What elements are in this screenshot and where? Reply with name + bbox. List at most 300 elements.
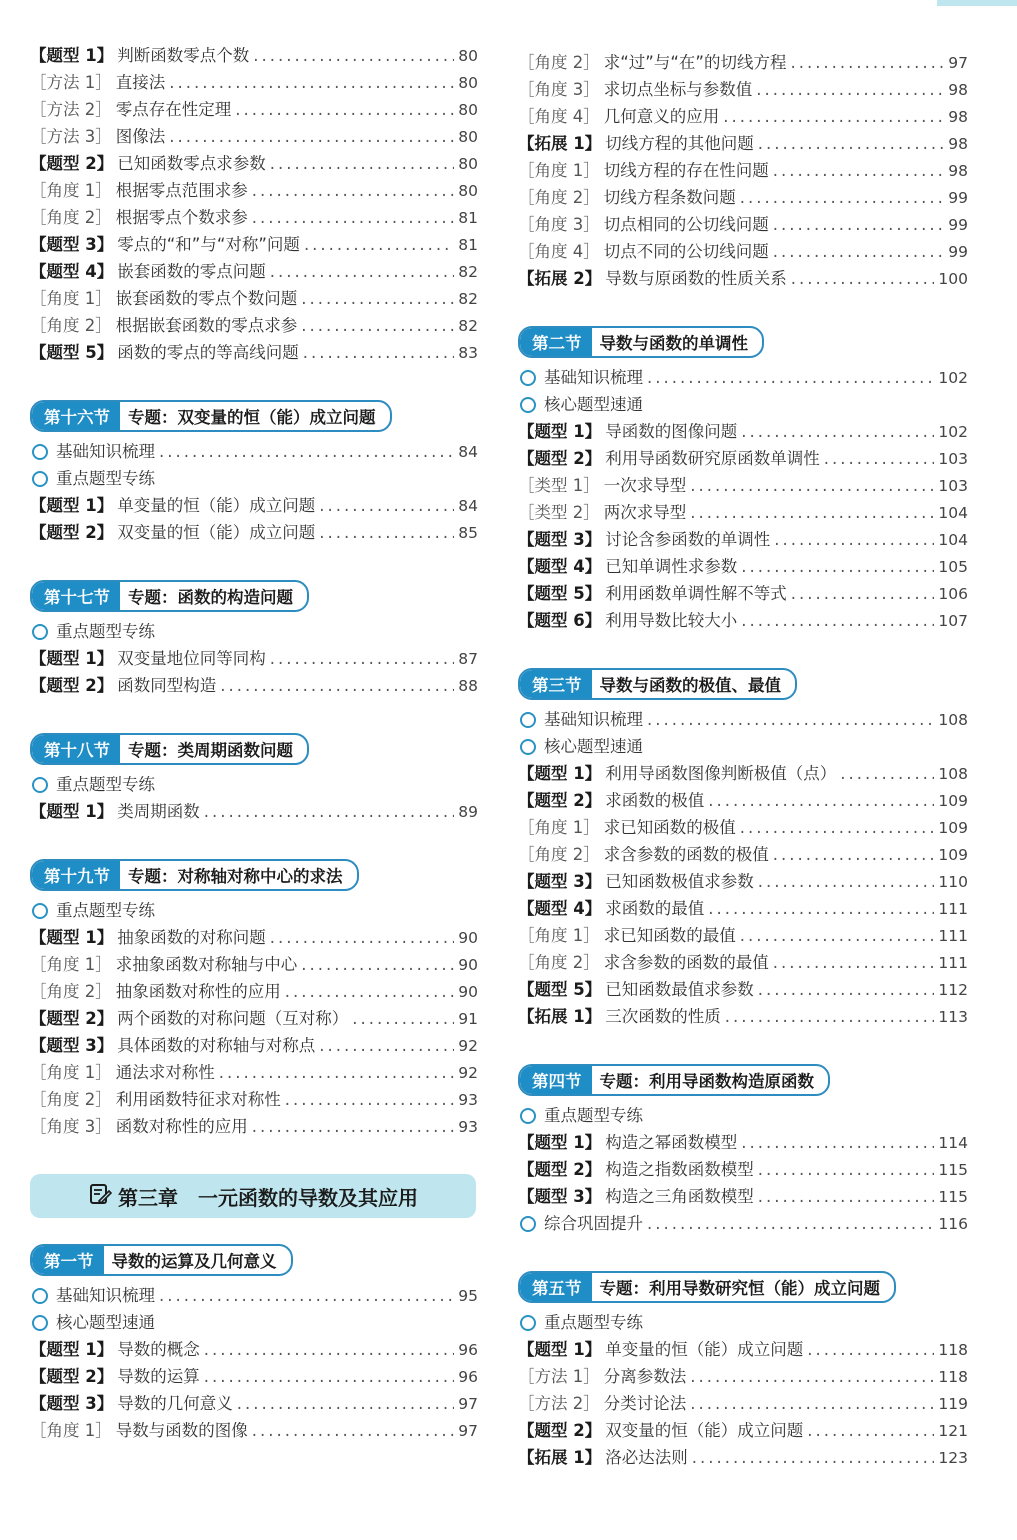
toc-entry[interactable] — [30, 798, 478, 825]
dot-leader — [790, 53, 944, 72]
toc-subsection[interactable] — [30, 465, 478, 492]
toc-entry[interactable] — [30, 69, 478, 96]
dot-leader — [725, 1007, 935, 1026]
circle-bullet-icon — [520, 1216, 536, 1232]
entry-title: 函数的零点的等高线问题 — [117, 343, 299, 362]
entry-title: 洛必达法则 — [605, 1448, 688, 1467]
page-number: 98 — [948, 81, 968, 99]
dot-leader — [303, 343, 455, 362]
page-number: 112 — [938, 981, 968, 999]
toc-entry[interactable] — [518, 787, 968, 814]
entry-label: 【拓展 1】 — [518, 134, 602, 153]
toc-entry[interactable] — [30, 1086, 478, 1113]
toc-entry[interactable] — [30, 204, 478, 231]
toc-entry[interactable] — [30, 96, 478, 123]
page-number: 89 — [458, 803, 478, 821]
entry-label: ［角度 1］ — [30, 181, 112, 200]
entry-label: ［角度 1］ — [30, 1063, 112, 1082]
section-header[interactable] — [518, 326, 764, 358]
entry-label: 【题型 1】 — [30, 928, 114, 947]
section-header[interactable] — [30, 400, 392, 432]
dot-leader — [741, 611, 934, 630]
toc-entry[interactable] — [518, 1336, 968, 1363]
dot-leader — [741, 557, 934, 576]
page-number: 119 — [938, 1395, 968, 1413]
circle-bullet-icon — [32, 471, 48, 487]
page-number: 96 — [458, 1368, 478, 1386]
dot-leader — [690, 476, 934, 495]
toc-entry[interactable] — [518, 580, 968, 607]
toc-entry[interactable] — [518, 76, 968, 103]
toc-entry[interactable] — [518, 418, 968, 445]
entry-title: 构造之三角函数模型 — [605, 1187, 754, 1206]
toc-subsection[interactable] — [30, 1282, 478, 1309]
entry-label: 【题型 2】 — [30, 676, 114, 695]
toc-entry[interactable] — [30, 492, 478, 519]
circle-bullet-icon — [520, 370, 536, 386]
entry-label: 【拓展 1】 — [518, 1448, 602, 1467]
section-number: 第三节 — [520, 670, 592, 698]
page-number: 83 — [458, 344, 478, 362]
page-number: 118 — [938, 1341, 968, 1359]
circle-bullet-icon — [32, 903, 48, 919]
subsection-title: 基础知识梳理 — [544, 368, 643, 387]
dot-leader — [690, 1367, 934, 1386]
page-number: 93 — [458, 1118, 478, 1136]
entry-title: 切点相同的公切线问题 — [603, 215, 769, 234]
toc-subsection[interactable] — [30, 618, 478, 645]
entry-title: 求抽象函数对称轴与中心 — [115, 955, 298, 974]
section-number: 第一节 — [32, 1246, 104, 1274]
entry-label: 【题型 2】 — [30, 1009, 114, 1028]
entry-label: 【题型 1】 — [30, 1340, 114, 1359]
page-number: 95 — [458, 1287, 478, 1305]
toc-entry[interactable] — [518, 895, 968, 922]
toc-entry[interactable] — [30, 645, 478, 672]
toc-entry[interactable] — [30, 1113, 478, 1140]
toc-entry[interactable] — [30, 177, 478, 204]
toc-entry[interactable] — [30, 1390, 478, 1417]
entry-label: 【题型 1】 — [30, 46, 114, 65]
dot-leader — [304, 235, 454, 254]
toc-subsection[interactable] — [30, 897, 478, 924]
toc-entry[interactable] — [30, 258, 478, 285]
entry-title: 具体函数的对称轴与对称点 — [117, 1036, 316, 1055]
page-number: 102 — [938, 423, 968, 441]
toc-subsection[interactable] — [518, 1102, 968, 1129]
chapter-title: 第三章 一元函数的导数及其应用 — [118, 1185, 418, 1210]
entry-title: 利用函数单调性解不等式 — [605, 584, 787, 603]
toc-subsection[interactable] — [518, 364, 968, 391]
subsection-title: 重点题型专练 — [56, 775, 155, 794]
dot-leader — [253, 46, 454, 65]
dot-leader — [301, 316, 454, 335]
dot-leader — [741, 1133, 934, 1152]
toc-subsection[interactable] — [518, 391, 968, 418]
page-number: 118 — [938, 1368, 968, 1386]
entry-title: 已知单调性求参数 — [605, 557, 738, 576]
dot-leader — [740, 818, 935, 837]
section-number: 第十八节 — [32, 735, 120, 763]
page-number: 99 — [948, 216, 968, 234]
entry-title: 导函数的图像问题 — [605, 422, 738, 441]
entry-title: 求函数的极值 — [605, 791, 705, 810]
toc-entry[interactable] — [518, 49, 968, 76]
entry-label: ［角度 1］ — [30, 1421, 112, 1440]
entry-title: 单变量的恒（能）成立问题 — [605, 1340, 804, 1359]
section-title: 专题：利用导函数构造原函数 — [599, 1072, 814, 1091]
page-number: 115 — [938, 1188, 968, 1206]
section-title: 导数与函数的单调性 — [599, 334, 748, 353]
entry-label: 【题型 1】 — [30, 496, 114, 515]
entry-label: 【题型 3】 — [30, 1394, 114, 1413]
dot-leader — [758, 872, 935, 891]
subsection-title: 重点题型专练 — [56, 469, 155, 488]
section-title: 专题：函数的构造问题 — [128, 588, 293, 607]
entry-title: 切线方程的存在性问题 — [603, 161, 769, 180]
entry-title: 类周期函数 — [117, 802, 200, 821]
page-number: 106 — [938, 585, 968, 603]
toc-entry[interactable] — [518, 949, 968, 976]
toc-right-column — [518, 49, 968, 1471]
page-number: 80 — [458, 47, 478, 65]
dot-leader — [758, 1187, 935, 1206]
subsection-title: 核心题型速通 — [544, 737, 643, 756]
entry-label: ［角度 1］ — [518, 818, 600, 837]
dot-leader — [252, 208, 455, 227]
toc-subsection[interactable] — [30, 1309, 478, 1336]
dot-leader — [220, 676, 454, 695]
toc-entry[interactable] — [30, 150, 478, 177]
chapter-header[interactable] — [30, 1174, 476, 1218]
entry-label: ［角度 3］ — [30, 1117, 112, 1136]
entry-title: 零点的“和”与“对称”问题 — [117, 235, 300, 254]
entry-title: 判断函数零点个数 — [117, 46, 250, 65]
page-number: 91 — [458, 1010, 478, 1028]
entry-label: 【题型 2】 — [30, 154, 114, 173]
toc-entry[interactable] — [30, 42, 478, 69]
toc-entry[interactable] — [30, 312, 478, 339]
entry-title: 利用导函数图像判断极值（点） — [605, 764, 837, 783]
subsection-title: 基础知识梳理 — [56, 1286, 155, 1305]
circle-bullet-icon — [32, 624, 48, 640]
page-number: 96 — [458, 1341, 478, 1359]
toc-entry[interactable] — [518, 1444, 968, 1471]
page-number: 97 — [948, 54, 968, 72]
page-number: 81 — [458, 209, 478, 227]
entry-title: 利用导函数研究原函数单调性 — [605, 449, 820, 468]
dot-leader — [647, 710, 934, 729]
entry-label: 【题型 3】 — [518, 530, 602, 549]
toc-entry[interactable] — [30, 339, 478, 366]
entry-title: 求切点坐标与参数值 — [603, 80, 753, 99]
toc-entry[interactable] — [518, 265, 968, 292]
section-header[interactable] — [30, 859, 359, 891]
dot-leader — [301, 289, 454, 308]
page-number: 108 — [938, 711, 968, 729]
page-number: 87 — [458, 650, 478, 668]
dot-leader — [204, 802, 455, 821]
entry-title: 求含参数的函数的最值 — [603, 953, 769, 972]
toc-entry[interactable] — [30, 951, 478, 978]
edit-note-icon — [88, 1182, 112, 1211]
entry-label: 【题型 3】 — [518, 1187, 602, 1206]
page-number: 103 — [938, 450, 968, 468]
toc-entry[interactable] — [518, 814, 968, 841]
toc-entry[interactable] — [30, 924, 478, 951]
dot-leader — [740, 188, 945, 207]
page-number: 98 — [948, 135, 968, 153]
entry-title: 求已知函数的最值 — [603, 926, 736, 945]
entry-label: 【题型 3】 — [518, 872, 602, 891]
section-header[interactable] — [30, 1244, 293, 1276]
toc-entry[interactable] — [518, 211, 968, 238]
entry-title: 双变量的恒（能）成立问题 — [117, 523, 316, 542]
page-number: 93 — [458, 1091, 478, 1109]
page-number: 97 — [458, 1422, 478, 1440]
entry-label: 【拓展 2】 — [518, 269, 602, 288]
page-number: 80 — [458, 155, 478, 173]
dot-leader — [773, 215, 945, 234]
entry-title: 已知函数极值求参数 — [605, 872, 754, 891]
toc-subsection[interactable] — [518, 1309, 968, 1336]
dot-leader — [204, 1340, 455, 1359]
toc-entry[interactable] — [518, 472, 968, 499]
subsection-title: 核心题型速通 — [544, 395, 643, 414]
toc-entry[interactable] — [30, 978, 478, 1005]
page-number: 114 — [938, 1134, 968, 1152]
dot-leader — [159, 442, 454, 461]
dot-leader — [301, 955, 454, 974]
entry-label: 【题型 2】 — [518, 1160, 602, 1179]
toc-entry[interactable] — [30, 285, 478, 312]
toc-entry[interactable] — [30, 1336, 478, 1363]
entry-title: 切线方程的其他问题 — [605, 134, 754, 153]
toc-entry[interactable] — [518, 130, 968, 157]
toc-subsection[interactable] — [518, 706, 968, 733]
toc-entry[interactable] — [518, 1417, 968, 1444]
toc-entry[interactable] — [30, 1032, 478, 1059]
toc-entry[interactable] — [518, 157, 968, 184]
toc-entry[interactable] — [518, 976, 968, 1003]
subsection-title: 基础知识梳理 — [544, 710, 643, 729]
entry-label: 【题型 5】 — [30, 343, 114, 362]
dot-leader — [352, 1009, 454, 1028]
section-header[interactable] — [518, 1064, 830, 1096]
toc-subsection[interactable] — [30, 438, 478, 465]
page-number: 98 — [948, 108, 968, 126]
entry-label: 【题型 3】 — [30, 235, 114, 254]
toc-entry[interactable] — [518, 526, 968, 553]
entry-label: ［角度 2］ — [518, 53, 600, 72]
page-number: 80 — [458, 128, 478, 146]
section-title: 专题：双变量的恒（能）成立问题 — [128, 408, 376, 427]
dot-leader — [723, 107, 944, 126]
page-number: 80 — [458, 101, 478, 119]
page-number: 80 — [458, 74, 478, 92]
toc-entry[interactable] — [518, 103, 968, 130]
entry-title: 双变量的恒（能）成立问题 — [605, 1421, 804, 1440]
toc-entry[interactable] — [518, 553, 968, 580]
subsection-title: 综合巩固提升 — [544, 1214, 643, 1233]
subsection-title: 重点题型专练 — [544, 1106, 643, 1125]
dot-leader — [791, 269, 935, 288]
entry-title: 求含参数的函数的极值 — [603, 845, 769, 864]
dot-leader — [647, 1214, 934, 1233]
dot-leader — [690, 503, 934, 522]
toc-subsection[interactable] — [30, 771, 478, 798]
page-number: 111 — [938, 954, 968, 972]
entry-title: 几何意义的应用 — [603, 107, 720, 126]
dot-leader — [647, 368, 934, 387]
entry-title: 图像法 — [115, 127, 166, 146]
dot-leader — [692, 1448, 935, 1467]
toc-entry[interactable] — [30, 672, 478, 699]
dot-leader — [791, 584, 935, 603]
dot-leader — [773, 242, 945, 261]
entry-label: 【拓展 1】 — [518, 1007, 602, 1026]
toc-entry[interactable] — [518, 238, 968, 265]
dot-leader — [159, 1286, 454, 1305]
toc-entry[interactable] — [30, 1417, 478, 1444]
circle-bullet-icon — [520, 712, 536, 728]
entry-label: 【题型 1】 — [518, 1340, 602, 1359]
dot-leader — [774, 530, 934, 549]
page-number: 103 — [938, 477, 968, 495]
toc-entry[interactable] — [518, 445, 968, 472]
section-header[interactable] — [30, 733, 309, 765]
entry-label: ［方法 1］ — [518, 1367, 600, 1386]
toc-subsection[interactable] — [518, 1210, 968, 1237]
page-number: 98 — [948, 162, 968, 180]
top-accent-bar — [937, 0, 1017, 6]
entry-label: 【题型 2】 — [518, 791, 602, 810]
page-number: 82 — [458, 317, 478, 335]
entry-title: 求函数的最值 — [605, 899, 705, 918]
dot-leader — [270, 154, 455, 173]
toc-entry[interactable] — [518, 841, 968, 868]
circle-bullet-icon — [32, 777, 48, 793]
entry-title: 双变量地位同等同构 — [117, 649, 266, 668]
toc-entry[interactable] — [30, 519, 478, 546]
entry-title: 已知函数最值求参数 — [605, 980, 754, 999]
entry-title: 函数同型构造 — [117, 676, 217, 695]
page-number: 92 — [458, 1064, 478, 1082]
toc-entry[interactable] — [518, 1156, 968, 1183]
page-number: 104 — [938, 531, 968, 549]
page-number: 100 — [938, 270, 968, 288]
entry-title: 已知函数零点求参数 — [117, 154, 266, 173]
dot-leader — [319, 496, 454, 515]
section-header[interactable] — [518, 668, 797, 700]
toc-entry[interactable] — [518, 868, 968, 895]
toc-entry[interactable] — [30, 231, 478, 258]
subsection-title: 重点题型专练 — [544, 1313, 643, 1332]
toc-subsection[interactable] — [518, 733, 968, 760]
entry-title: 一次求导型 — [603, 476, 687, 495]
toc-entry[interactable] — [518, 1390, 968, 1417]
page-number: 88 — [458, 677, 478, 695]
toc-entry[interactable] — [518, 1183, 968, 1210]
entry-label: ［角度 2］ — [518, 188, 600, 207]
dot-leader — [169, 127, 454, 146]
toc-entry[interactable] — [518, 499, 968, 526]
toc-entry[interactable] — [30, 1059, 478, 1086]
toc-entry[interactable] — [518, 607, 968, 634]
toc-entry[interactable] — [518, 1003, 968, 1030]
entry-label: 【题型 2】 — [30, 1367, 114, 1386]
section-number: 第四节 — [520, 1066, 592, 1094]
page-number: 108 — [938, 765, 968, 783]
entry-title: 直接法 — [115, 73, 166, 92]
section-title: 专题：利用导数研究恒（能）成立问题 — [599, 1279, 880, 1298]
section-number: 第十六节 — [32, 402, 120, 430]
dot-leader — [252, 181, 455, 200]
toc-entry[interactable] — [30, 1005, 478, 1032]
toc-entry[interactable] — [518, 184, 968, 211]
dot-leader — [708, 791, 934, 810]
dot-leader — [807, 1340, 934, 1359]
entry-label: ［角度 2］ — [30, 316, 112, 335]
circle-bullet-icon — [32, 1288, 48, 1304]
page-number: 111 — [938, 927, 968, 945]
entry-title: 单变量的恒（能）成立问题 — [117, 496, 316, 515]
toc-entry[interactable] — [518, 760, 968, 787]
section-number: 第十九节 — [32, 861, 120, 889]
entry-label: ［角度 1］ — [518, 926, 600, 945]
page-number: 102 — [938, 369, 968, 387]
entry-label: 【题型 2】 — [518, 1421, 602, 1440]
entry-label: ［角度 2］ — [30, 208, 112, 227]
section-header[interactable] — [518, 1271, 896, 1303]
entry-title: 抽象函数的对称问题 — [117, 928, 266, 947]
entry-title: 抽象函数对称性的应用 — [115, 982, 281, 1001]
entry-title: 切线方程条数问题 — [603, 188, 736, 207]
toc-entry[interactable] — [518, 922, 968, 949]
entry-label: 【题型 4】 — [518, 557, 602, 576]
circle-bullet-icon — [520, 1315, 536, 1331]
entry-label: ［角度 1］ — [30, 955, 112, 974]
dot-leader — [740, 926, 935, 945]
entry-label: ［角度 2］ — [30, 982, 112, 1001]
entry-label: ［角度 4］ — [518, 242, 600, 261]
dot-leader — [824, 449, 935, 468]
subsection-title: 核心题型速通 — [56, 1313, 155, 1332]
entry-label: ［角度 3］ — [518, 215, 600, 234]
entry-title: 分离参数法 — [603, 1367, 687, 1386]
page-number: 90 — [458, 956, 478, 974]
entry-label: ［类型 2］ — [518, 503, 600, 522]
page-number: 104 — [938, 504, 968, 522]
toc-entry[interactable] — [30, 1363, 478, 1390]
page-number: 99 — [948, 243, 968, 261]
page-number: 109 — [938, 792, 968, 810]
entry-label: ［角度 3］ — [518, 80, 600, 99]
entry-title: 导数的几何意义 — [117, 1394, 233, 1413]
entry-title: 利用导数比较大小 — [605, 611, 738, 630]
dot-leader — [756, 80, 944, 99]
page-number: 80 — [458, 182, 478, 200]
dot-leader — [252, 1421, 455, 1440]
toc-entry[interactable] — [518, 1363, 968, 1390]
toc-entry[interactable] — [518, 1129, 968, 1156]
page-number: 82 — [458, 290, 478, 308]
dot-leader — [319, 1036, 454, 1055]
section-header[interactable] — [30, 580, 309, 612]
entry-title: 函数对称性的应用 — [115, 1117, 248, 1136]
toc-entry[interactable] — [30, 123, 478, 150]
circle-bullet-icon — [520, 1108, 536, 1124]
